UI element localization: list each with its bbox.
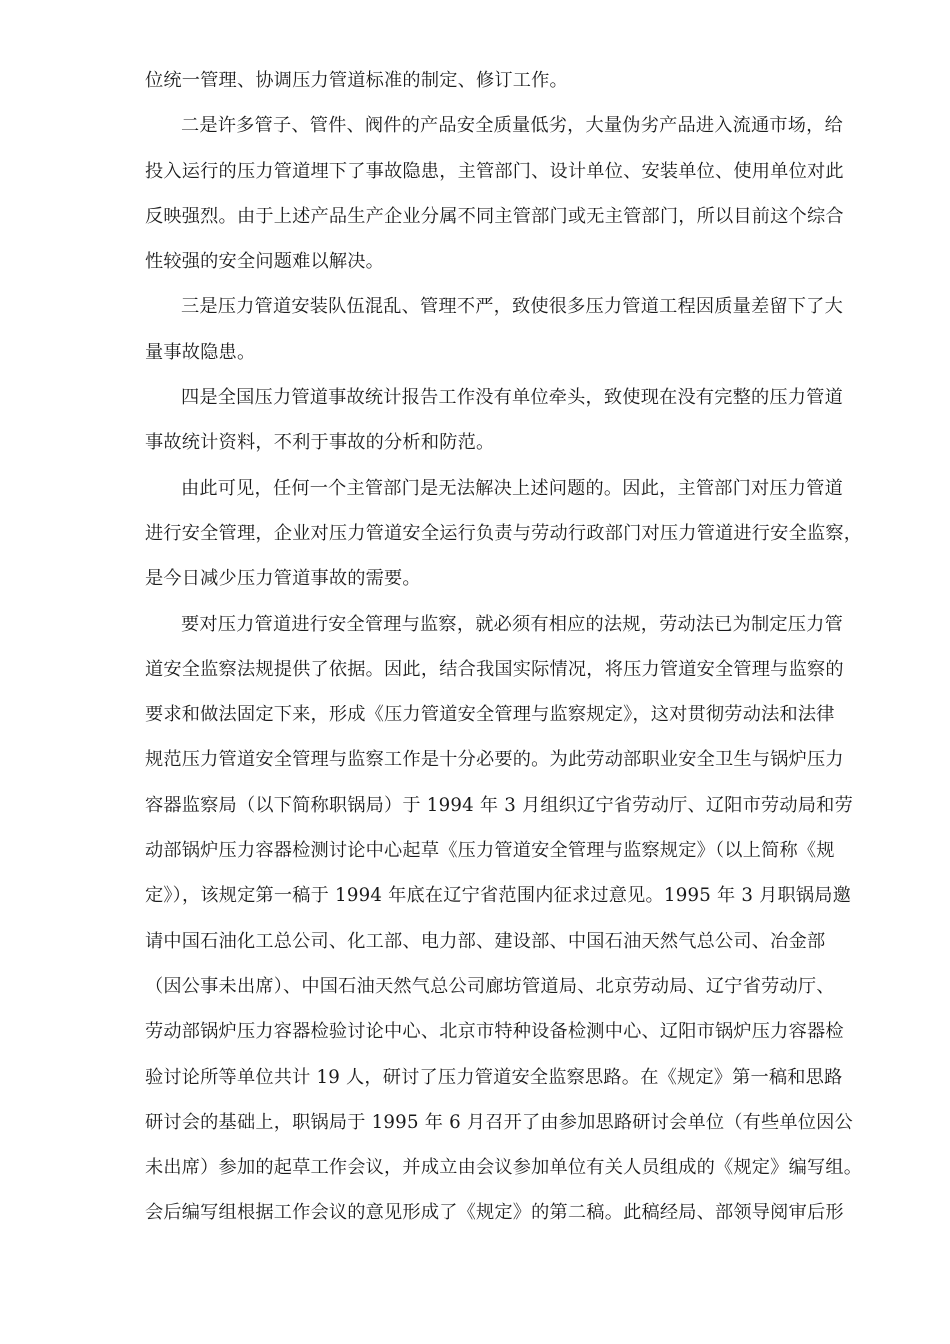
- text-line: 是今日减少压力管道事故的需要。: [145, 568, 421, 590]
- text-line: 四是全国压力管道事故统计报告工作没有单位牵头，致使现在没有完整的压力管道: [181, 387, 843, 409]
- text-line: 动部锅炉压力容器检测讨论中心起草《压力管道安全管理与监察规定》（以上简称《规: [145, 840, 835, 862]
- text-line: 性较强的安全问题难以解决。: [145, 251, 385, 273]
- text-line: 量事故隐患。: [145, 341, 256, 363]
- text-line: 投入运行的压力管道埋下了事故隐患，主管部门、设计单位、安装单位、使用单位对此: [145, 160, 844, 182]
- text-line: 验讨论所等单位共计 19 人，研讨了压力管道安全监察思路。在《规定》第一稿和思路: [145, 1066, 843, 1088]
- text-line: 进行安全管理，企业对压力管道安全运行负责与劳动行政部门对压力管道进行安全监察，: [145, 522, 863, 544]
- text-line: 未出席）参加的起草工作会议，并成立由会议参加单位有关人员组成的《规定》编写组。: [145, 1157, 863, 1179]
- text-line: 反映强烈。由于上述产品生产企业分属不同主管部门或无主管部门，所以目前这个综合: [145, 205, 844, 227]
- text-line: 要对压力管道进行安全管理与监察，就必须有相应的法规，劳动法已为制定压力管: [181, 613, 843, 635]
- text-line: 要求和做法固定下来，形成《压力管道安全管理与监察规定》，这对贯彻劳动法和法律: [145, 704, 835, 726]
- text-line: 定》），该规定第一稿于 1994 年底在辽宁省范围内征求过意见。1995 年 3 月职锅局邀: [145, 885, 852, 907]
- text-line: 研讨会的基础上，职锅局于 1995 年 6 月召开了由参加思路研讨会单位（有些单位因公: [145, 1111, 853, 1133]
- text-line: 规范压力管道安全管理与监察工作是十分必要的。为此劳动部职业安全卫生与锅炉压力: [145, 749, 844, 771]
- text-line: 事故统计资料，不利于事故的分析和防范。: [145, 432, 495, 454]
- body-text: [145, 58, 880, 1236]
- text-line: 二是许多管子、管件、阀件的产品安全质量低劣，大量伪劣产品进入流通市场，给: [181, 115, 843, 137]
- text-line: （因公事未出席）、中国石油天然气总公司廊坊管道局、北京劳动局、辽宁省劳动厅、: [145, 975, 835, 997]
- text-line: 位统一管理、协调压力管道标准的制定、修订工作。: [145, 70, 568, 91]
- text-line: 会后编写组根据工作会议的意见形成了《规定》的第二稿。此稿经局、部领导阅审后形: [145, 1202, 844, 1224]
- text-line: 劳动部锅炉压力容器检验讨论中心、北京市特种设备检测中心、辽阳市锅炉压力容器检: [145, 1021, 844, 1043]
- text-line: 由此可见，任何一个主管部门是无法解决上述问题的。因此，主管部门对压力管道: [181, 477, 843, 499]
- text-line: 三是压力管道安装队伍混乱、管理不严，致使很多压力管道工程因质量差留下了大: [181, 296, 843, 318]
- text-line: 请中国石油化工总公司、化工部、电力部、建设部、中国石油天然气总公司、冶金部: [145, 930, 826, 952]
- text-line: 容器监察局（以下简称职锅局）于 1994 年 3 月组织辽宁省劳动厅、辽阳市劳动局和劳: [145, 794, 853, 816]
- text-line: 道安全监察法规提供了依据。因此，结合我国实际情况，将压力管道安全管理与监察的: [145, 658, 844, 680]
